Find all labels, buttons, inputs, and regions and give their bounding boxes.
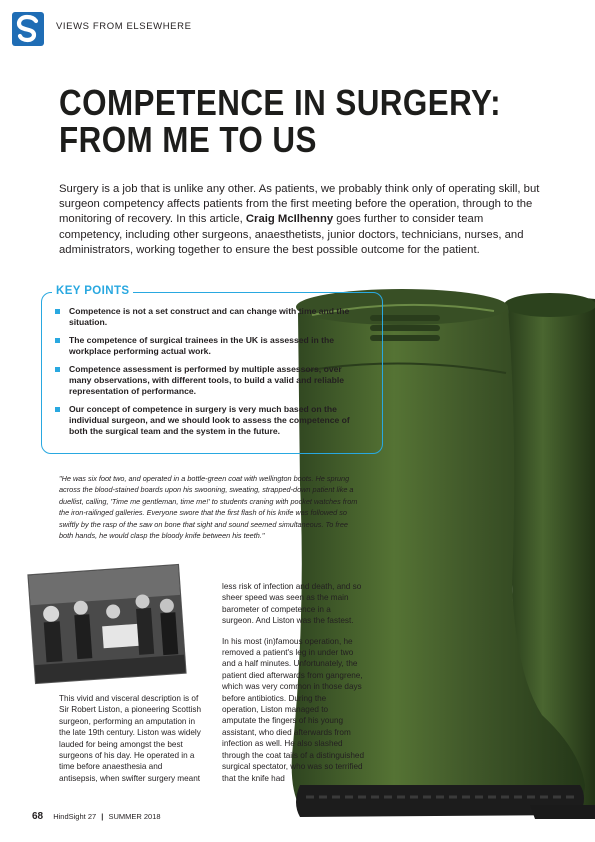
intro-text-before: Surgery is a job that is unlike any other. As patients, we probably think only of operating skill, but surgeon competency affects patients from the first meeting before the operation, through to the monitoring of recovery. In this article,: [59, 183, 540, 226]
issue-name: SUMMER 2018: [108, 812, 161, 821]
section-label: VIEWS FROM ELSEWHERE: [56, 21, 192, 32]
footer-separator: |: [101, 812, 104, 821]
key-point-item: Competence assessment is performed by multiple assessors, over many observations, with different tools, to build a valid and reliable representation of performance.: [55, 364, 355, 397]
body-column-1: [59, 693, 201, 793]
key-point-item: Our concept of competence in surgery is very much based on the individual surgeon, and we should look to assess the competence of both the surgical team and the system in the future.: [55, 404, 355, 437]
body-paragraph: less risk of infection and death, and so sheer speed was seen as the main barometer of competence in a surgeon. And Liston was the fastest.: [222, 582, 362, 626]
intro-paragraph: [59, 182, 549, 258]
key-points-list: [55, 306, 355, 444]
body-column-2: [222, 581, 364, 793]
key-point-item: Competence is not a set construct and can change with time and the situation.: [55, 306, 355, 328]
intro-text-after: goes further to consider team competency, including other surgeons, anaesthetists, junior doctors, technicians, nurses, and administrators, working together to ensure the best possible outcome for the patient.: [59, 213, 524, 256]
page-number: 68: [32, 811, 44, 822]
page-footer: [32, 811, 161, 822]
liston-quote: "He was six foot two, and operated in a bottle-green coat with wellington boots. He sprung across the blood-stained boards upon his swooning, sweating, strapped-down patient like a duellist, calling, 'Time me gentleman, time me!' to students craning with pocket watches from the iron-railinged galleries. Everyone swore that the first flash of his knife was followed so swiftly by the rasp of the saw on bone that sight and sound seemed simultaneous. To free both hands, he would clasp the bloody knife between his teeth.": [59, 474, 358, 541]
body-paragraph: This vivid and visceral description is of Sir Robert Liston, a pioneering Scottish surgeon, performing an amputation in the late 19th century. Liston was widely lauded for being amongst the best surgeons of his day. He operated in a time before anaesthesia and antisepsis, when swifter surgery meant: [59, 694, 201, 783]
article-title: [59, 82, 501, 160]
key-point-item: The competence of surgical trainees in the UK is assessed in the workplace performing actual work.: [55, 335, 355, 357]
publication-name: HindSight 27: [53, 812, 97, 821]
hindsight-logo: [12, 12, 44, 46]
body-paragraph: In his most (in)famous operation, he removed a patient's leg in under two and a half minutes. Unfortunately, the patient died afterwards from gangrene, which was very common in those days before antibiotics. During the operation, Liston managed to amputate the fingers of his young assistant, who died afterwards from infection as well. He also slashed through the coat tails of a distinguished surgical spectator, who was so terrified that the knife had: [222, 636, 365, 783]
title-line-2: FROM ME TO US: [59, 119, 317, 160]
key-points-title: KEY POINTS: [52, 285, 133, 297]
author-name: Craig McIlhenny: [245, 213, 334, 226]
title-line-1: COMPETENCE IN SURGERY:: [59, 82, 501, 123]
historical-surgery-photo: [28, 565, 185, 683]
